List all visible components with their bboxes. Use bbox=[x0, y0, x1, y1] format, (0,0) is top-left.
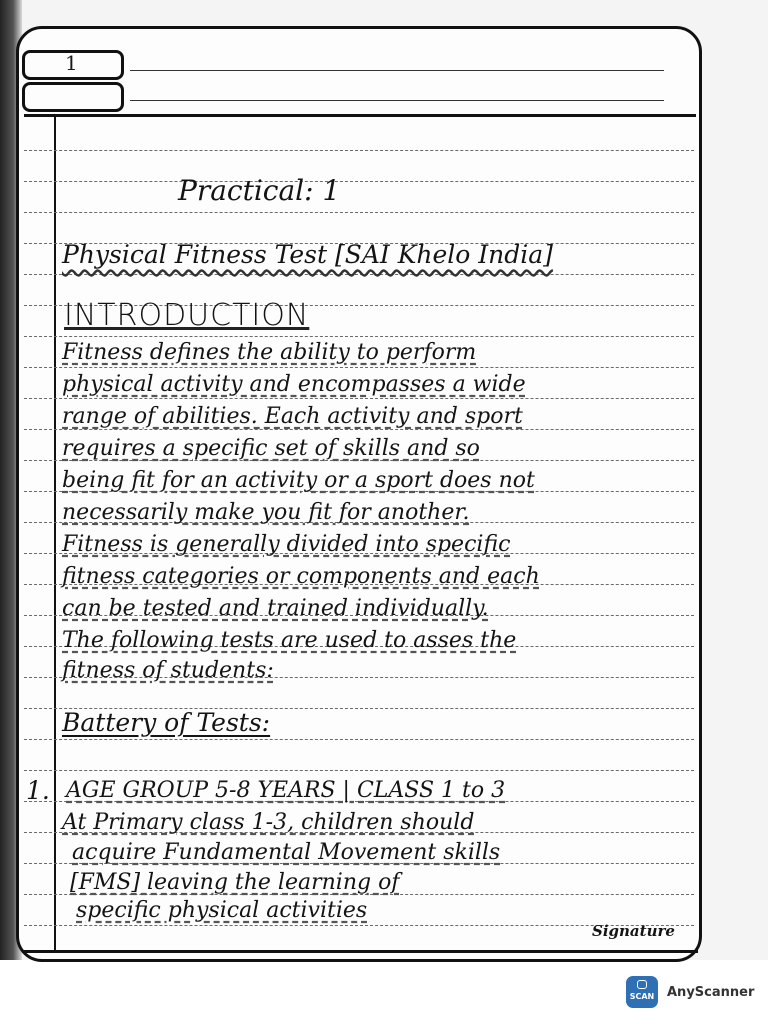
ruled-line bbox=[24, 398, 694, 399]
ruled-line bbox=[24, 336, 694, 337]
intro-text-line: physical activity and encompasses a wide bbox=[62, 372, 526, 397]
page-number-value: 1 bbox=[65, 51, 78, 75]
ruled-line bbox=[24, 429, 694, 430]
intro-text-line: range of abilities. Each activity and sport bbox=[62, 404, 523, 429]
intro-text-line: fitness of students: bbox=[62, 658, 274, 683]
list-item-line: specific physical activities bbox=[76, 898, 368, 923]
scanner-watermark bbox=[626, 976, 754, 1008]
list-item-line: AGE GROUP 5-8 YEARS | CLASS 1 to 3 bbox=[66, 778, 506, 803]
bottom-border-rule bbox=[22, 950, 698, 953]
ruled-line bbox=[24, 367, 694, 368]
intro-heading: INTRODUCTION bbox=[64, 298, 310, 333]
list-item-number: 1. bbox=[26, 776, 50, 805]
intro-text-line: The following tests are used to asses the bbox=[62, 628, 517, 653]
margin-line bbox=[54, 116, 56, 951]
ruled-line bbox=[24, 150, 694, 151]
page-number-box bbox=[22, 50, 124, 80]
ruled-line bbox=[24, 212, 694, 213]
header-rule bbox=[130, 70, 664, 71]
list-item-line: At Primary class 1-3, children should bbox=[62, 810, 475, 835]
header-rule bbox=[130, 100, 664, 101]
intro-text-line: Fitness is generally divided into specific bbox=[62, 532, 511, 557]
scan-icon bbox=[626, 976, 658, 1008]
scan-icon-label: SCAN bbox=[629, 992, 655, 1001]
ruled-line bbox=[24, 770, 694, 771]
page-title: Practical: 1 bbox=[178, 174, 341, 207]
ruled-line bbox=[24, 739, 694, 740]
intro-text-line: necessarily make you fit for another. bbox=[62, 500, 470, 525]
watermark-text: AnyScanner bbox=[667, 984, 755, 1000]
battery-heading: Battery of Tests: bbox=[62, 708, 271, 737]
subject-heading: Physical Fitness Test [SAI Khelo India] bbox=[62, 240, 553, 269]
ruled-line bbox=[24, 274, 694, 275]
intro-text-line: can be tested and trained individually. bbox=[62, 596, 489, 621]
top-border-rule bbox=[24, 114, 696, 117]
date-box bbox=[22, 82, 124, 112]
intro-text-line: Fitness defines the ability to perform bbox=[62, 340, 477, 365]
ruled-line bbox=[24, 181, 694, 182]
intro-text-line: requires a specific set of skills and so bbox=[62, 436, 480, 461]
intro-text-line: being fit for an activity or a sport does not bbox=[62, 468, 535, 493]
list-item-line: [FMS] leaving the learning of bbox=[70, 870, 400, 895]
list-item-line: acquire Fundamental Movement skills bbox=[72, 840, 501, 865]
signature-label: Signature bbox=[592, 922, 675, 940]
intro-text-line: fitness categories or components and each bbox=[62, 564, 540, 589]
